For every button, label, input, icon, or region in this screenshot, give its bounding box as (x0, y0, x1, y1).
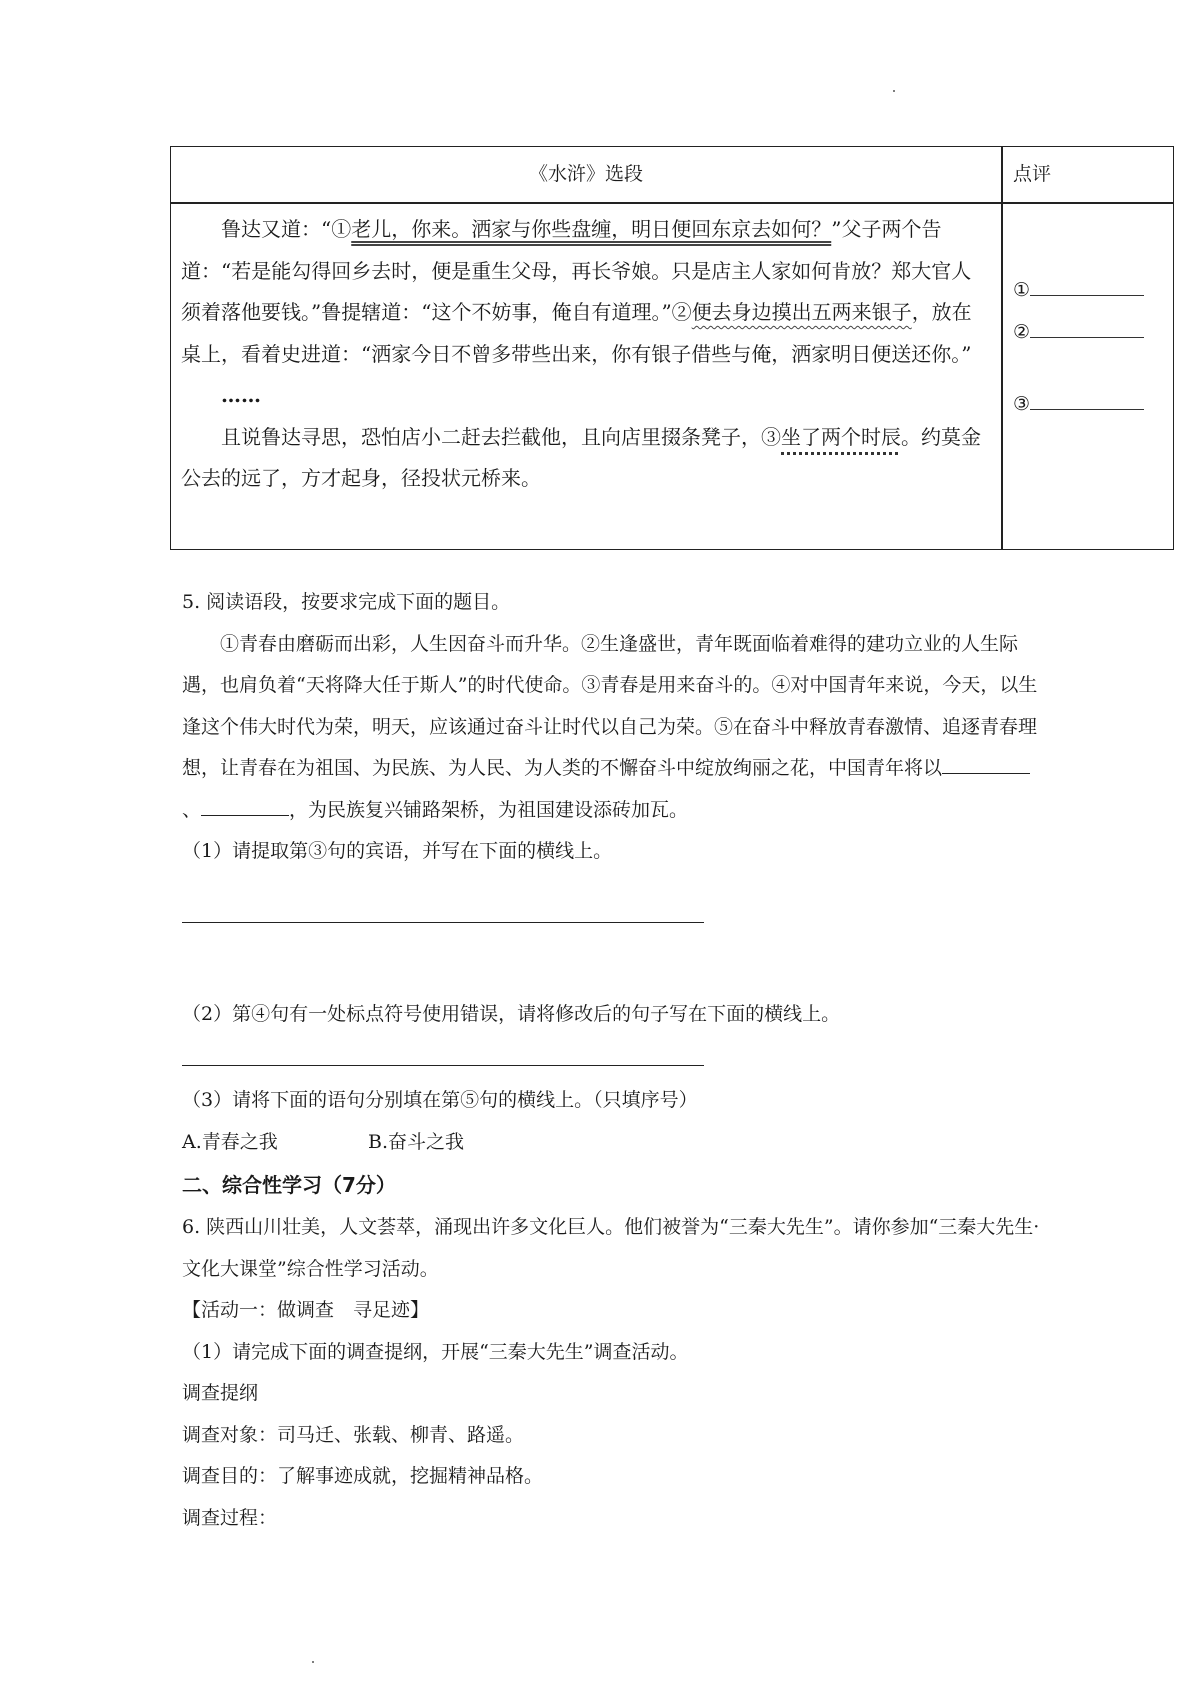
comment-blank-3[interactable] (1013, 391, 1144, 415)
question-5-sub-3: （3）请将下面的语句分别填在第⑤句的横线上。（只填序号） (182, 1089, 698, 1111)
blank-number: ③ (1013, 393, 1031, 415)
option-b: B.奋斗之我 (368, 1130, 465, 1153)
question-5-sub-1: （1）请提取第③句的宾语，并写在下面的横线上。 (182, 840, 613, 862)
outline-purpose: 调查目的：了解事迹成就，挖掘精神品格。 (182, 1465, 544, 1487)
question-5-sub-2: （2）第④句有一处标点符号使用错误，请将修改后的句子写在下面的横线上。 (182, 1003, 841, 1025)
scan-dot (893, 90, 895, 92)
section-2-title: 二、综合性学习（7分） (182, 1173, 396, 1197)
passage-text: ①青春由磨砺而出彩，人生因奋斗而升华。②生逢盛世，青年既面临着难得的建功立业的人生际遇，也肩负着“天将降大任于斯人”的时代使命。③青春是用来奋斗的。④对中国青年来说，今天，以生逢这个伟大时代为荣，明天，应该通过奋斗让时代以自己为荣。⑤在奋斗中释放青春激情、追逐青春理想，让青春在为祖国、为民族、为人民、为人类的不懈奋斗中绽放绚丽之花，中国青年将以 (182, 632, 1038, 779)
question-5 (182, 582, 1042, 873)
passage-blank-1[interactable] (942, 755, 1030, 774)
question-6-intro: 6. 陕西山川壮美，人文荟萃，涌现出许多文化巨人。他们被誉为“三秦大先生”。请你参加“三秦大先生·文化大课堂”综合性学习活动。 (182, 1216, 1040, 1280)
underlined-sentence-2: 便去身边摸出五两来银子 (691, 300, 912, 324)
table-column-divider (1001, 147, 1003, 549)
activity-1-title: 【活动一：做调查 寻足迹】 (182, 1299, 430, 1321)
dotted-phrase-3: 坐了两个时辰 (781, 424, 901, 449)
excerpt-text-run: 。约莫金公去的远了，方才起身，径投状元桥来。 (181, 424, 981, 490)
excerpt-text (181, 209, 991, 500)
question-5-part-3 (182, 1080, 1042, 1163)
question-6-sub-1: （1）请完成下面的调查提纲，开展“三秦大先生”调查活动。 (182, 1340, 689, 1363)
answer-line-1[interactable] (182, 922, 704, 923)
excerpt-paragraph-2 (181, 417, 991, 500)
blank-number: ② (1013, 321, 1031, 343)
passage-blank-2[interactable] (201, 797, 289, 816)
option-a: A.青春之我 (182, 1130, 278, 1153)
blank-line (1030, 319, 1144, 338)
excerpt-text-run: 且说鲁达寻思，恐怕店小二赶去拦截他，且向店里掇条凳子，③ (221, 424, 781, 449)
blank-line (1030, 391, 1144, 410)
excerpt-text-run: ”父子两个告道：“若是能勾得回乡去时，便是重生父母，再长爷娘。只是店主人家如何肯放？郑大官人须着落他要钱。”鲁提辖道：“这个不妨事，俺自有道理。”② (181, 217, 972, 324)
blank-line (1030, 277, 1144, 296)
question-5-options (182, 1122, 1042, 1164)
passage-separator: 、 (182, 798, 202, 821)
table-header-excerpt: 《水浒》选段 (528, 163, 643, 185)
excerpt-text-run: 鲁达又道：“① (221, 217, 352, 241)
excerpt-table (170, 146, 1174, 550)
comment-blank-1[interactable] (1013, 277, 1144, 301)
comment-blank-2[interactable] (1013, 319, 1144, 343)
answer-line-2[interactable] (182, 1065, 704, 1066)
question-5-title: 5. 阅读语段，按要求完成下面的题目。 (182, 591, 511, 613)
excerpt-ellipsis: …… (221, 383, 261, 407)
blank-number: ① (1013, 279, 1031, 301)
underlined-sentence-1: 老儿，你来。洒家与你些盘缠，明日便回东京去如何？ (351, 217, 832, 241)
question-6 (182, 1207, 1042, 1539)
table-row-divider (171, 202, 1173, 204)
outline-process: 调查过程： (182, 1506, 278, 1529)
question-5-passage (182, 624, 1042, 832)
passage-text: ，为民族复兴铺路架桥，为祖国建设添砖加瓦。 (289, 798, 689, 821)
scan-dot (312, 1661, 314, 1663)
excerpt-paragraph-1 (181, 209, 991, 375)
outline-title: 调查提纲 (182, 1382, 259, 1404)
excerpt-text-run: ，放在桌上，看着史进道：“洒家今日不曾多带些出来，你有银子借些与俺，洒家明日便送还你。” (181, 300, 972, 366)
table-header-comment: 点评 (1013, 163, 1052, 185)
outline-subjects: 调查对象：司马迁、张载、柳青、路遥。 (182, 1423, 525, 1446)
